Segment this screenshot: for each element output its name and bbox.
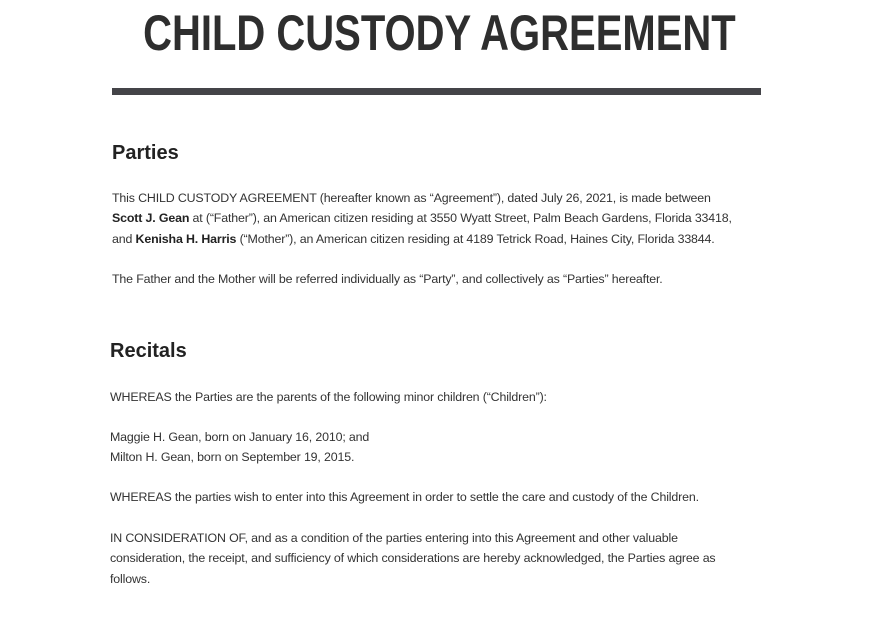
mother-details: (“Mother”), an American citizen residing at 4189 Tetrick Road, Haines City, Florida 33844. (236, 231, 715, 246)
father-details: at (“Father”), an American citizen residing at 3550 Wyatt Street, Palm Beach Gardens, Florida 33418, (189, 211, 732, 226)
consideration-line: consideration, the receipt, and sufficiency of which considerations are hereby acknowledged, the Parties agree as (110, 551, 716, 566)
parties-line-1: This CHILD CUSTODY AGREEMENT (hereafter known as “Agreement”), dated July 26, 2021, is made between (112, 191, 711, 205)
document-title: CHILD CUSTODY AGREEMENT (143, 5, 736, 61)
child-item: Maggie H. Gean, born on January 16, 2010; and (110, 430, 370, 444)
recitals-heading: Recitals (110, 340, 187, 362)
parties-paragraph (112, 188, 732, 249)
parties-reference-paragraph: The Father and the Mother will be referred individually as “Party”, and collectively as “Parties” hereafter. (112, 272, 663, 286)
child-item: Milton H. Gean, born on September 19, 2015. (110, 450, 355, 465)
consideration-line: IN CONSIDERATION OF, and as a condition of the parties entering into this Agreement and other valuable (110, 531, 678, 545)
title-divider (112, 88, 761, 95)
father-name: Scott J. Gean (112, 211, 190, 226)
consideration-line: follows. (110, 571, 151, 586)
whereas-parents: WHEREAS the Parties are the parents of the following minor children (“Children”): (110, 390, 547, 404)
parties-heading: Parties (112, 142, 179, 164)
children-list (110, 427, 369, 468)
and-text: and (112, 231, 136, 246)
mother-name: Kenisha H. Harris (135, 231, 237, 246)
whereas-settle: WHEREAS the parties wish to enter into this Agreement in order to settle the care and custody of the Children. (110, 490, 699, 504)
parties-line-2 (112, 208, 732, 228)
consideration-paragraph (110, 528, 715, 589)
parties-line-3 (112, 229, 732, 249)
